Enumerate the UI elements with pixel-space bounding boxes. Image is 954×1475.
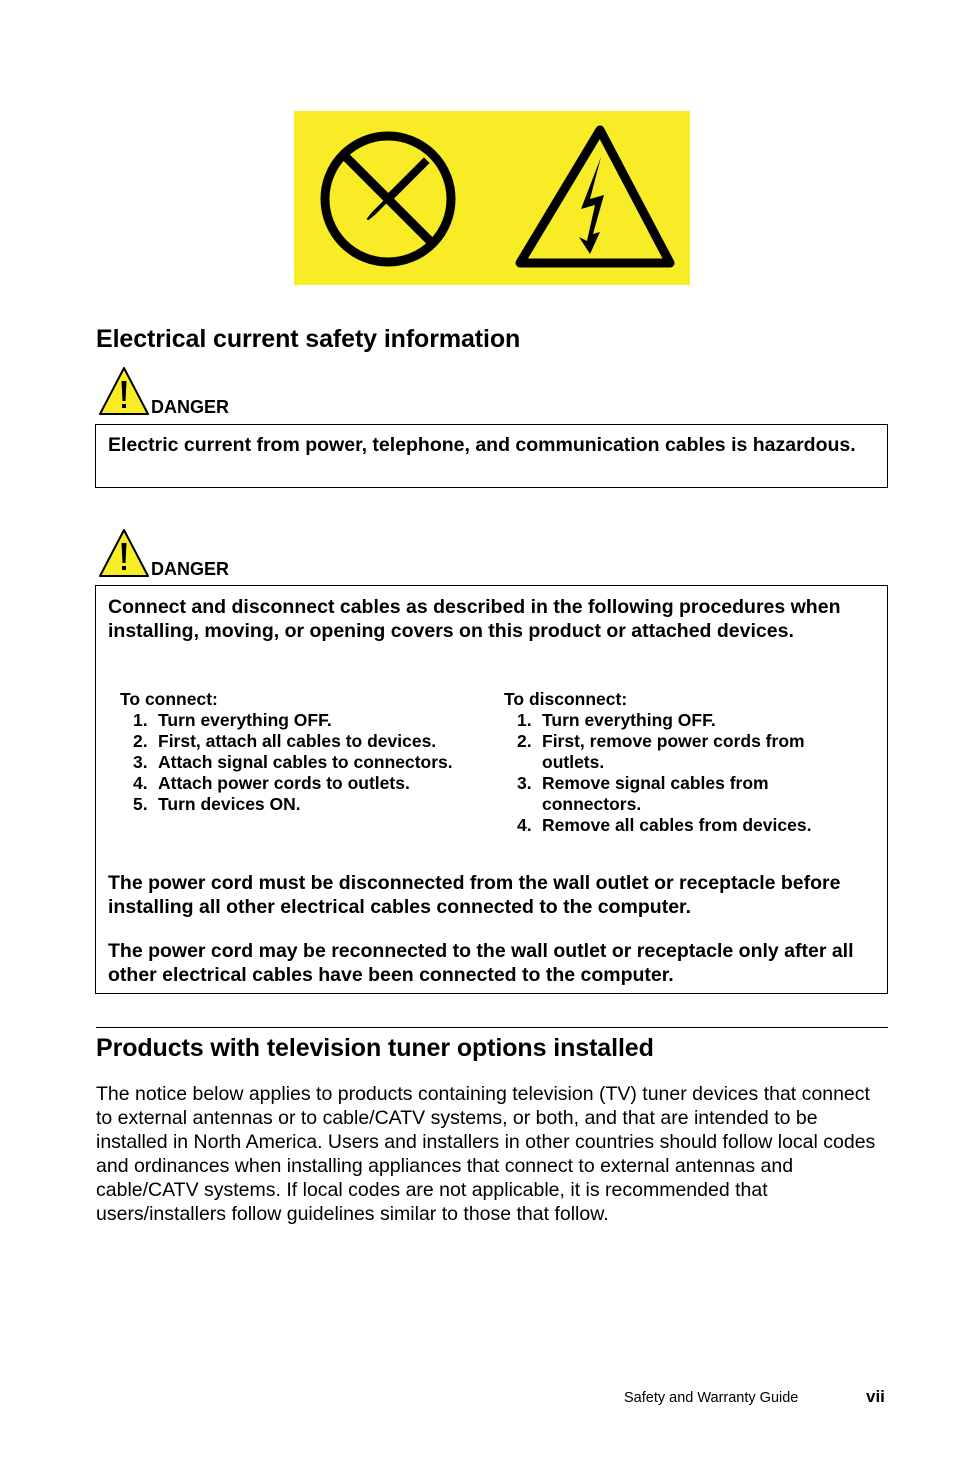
danger-note-disconnect: The power cord must be disconnected from the wall outlet or receptacle before installing all other electrical cables connected to the computer. <box>108 872 841 918</box>
page-number: vii <box>866 1387 885 1406</box>
danger-label: DANGER <box>151 397 230 417</box>
list-item: 5. Turn devices ON. <box>133 794 301 814</box>
danger-note-reconnect: The power cord may be reconnected to the wall outlet or receptacle only after all other electrical cables have been connected to the computer. <box>108 940 854 986</box>
tv-tuner-notice: The notice below applies to products containing television (TV) tuner devices that connect to external antennas or to cable/CATV systems, or both, and that are intended to be installed in North America. Users and installers in other countries should follow local codes and ordinances when installing appliances that connect to external antennas and cable/CATV systems. If local codes are not applicable, it is recommended that users/installers follow guidelines similar to those that follow. <box>96 1083 876 1225</box>
danger-box-current <box>95 424 888 488</box>
danger-text: Electric current from power, telephone, and communication cables is hazardous. <box>108 434 856 456</box>
connect-procedure <box>120 689 490 815</box>
list-item: 3. Remove signal cables from connectors. <box>517 773 769 814</box>
list-item: 1. Turn everything OFF. <box>517 710 716 730</box>
danger-heading <box>98 527 229 579</box>
disconnect-procedure <box>504 689 864 836</box>
high-voltage-icon <box>520 130 670 263</box>
list-item: 2. First, attach all cables to devices. <box>133 731 437 751</box>
disconnect-title: To disconnect: <box>504 689 628 709</box>
section-title-tv-tuner: Products with television tuner options installed <box>96 1034 654 1062</box>
list-item: 4. Remove all cables from devices. <box>517 815 812 835</box>
no-screwdriver-icon <box>325 136 451 262</box>
list-item: 4. Attach power cords to outlets. <box>133 773 410 793</box>
danger-box-cables <box>95 585 888 994</box>
section-divider <box>96 1027 888 1028</box>
warning-triangle-icon <box>98 527 150 579</box>
danger-intro: Connect and disconnect cables as described in the following procedures when installing, moving, or opening covers on this product or attached devices. <box>108 596 841 642</box>
list-item: 2. First, remove power cords from outlets. <box>517 731 805 772</box>
danger-heading <box>98 365 229 417</box>
warning-triangle-icon <box>98 365 150 417</box>
list-item: 3. Attach signal cables to connectors. <box>133 752 453 772</box>
danger-label: DANGER <box>151 559 230 579</box>
warning-graphic <box>294 111 690 285</box>
connect-title: To connect: <box>120 689 218 709</box>
section-title-electrical: Electrical current safety information <box>96 325 521 353</box>
list-item: 1. Turn everything OFF. <box>133 710 332 730</box>
footer-title: Safety and Warranty Guide <box>624 1390 799 1406</box>
